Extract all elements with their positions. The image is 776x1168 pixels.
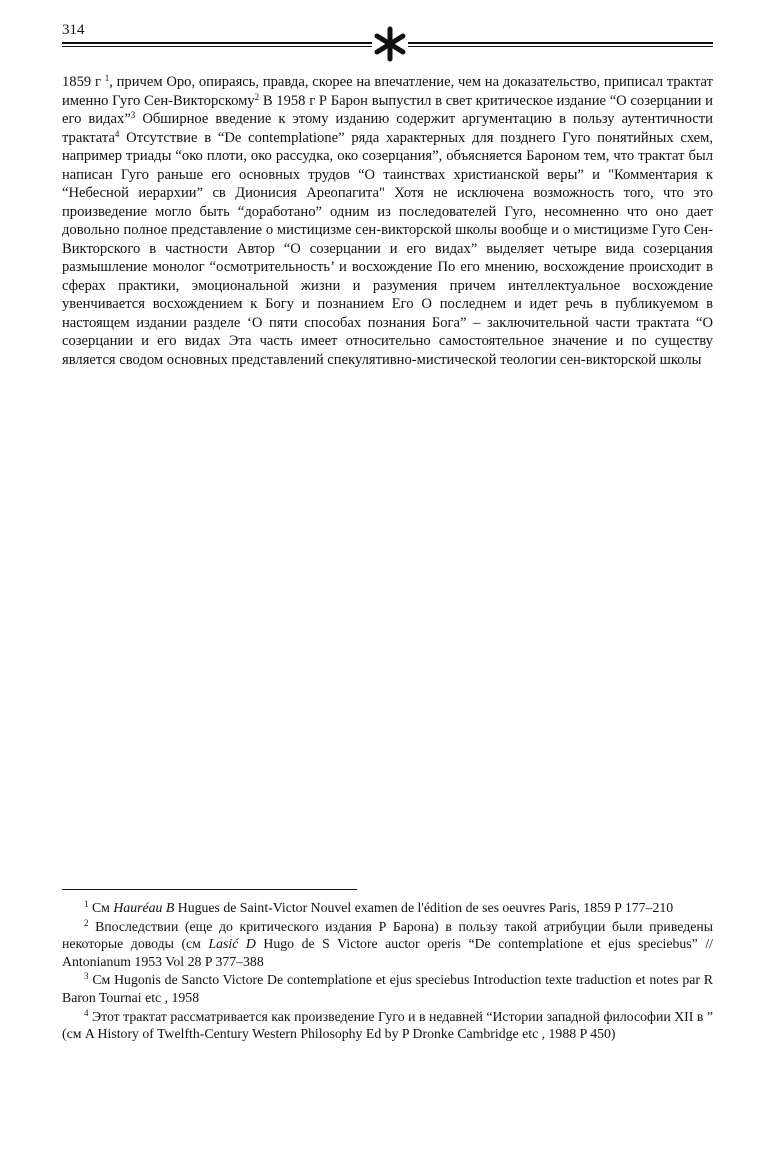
footnote-text: См bbox=[88, 900, 114, 915]
body-text-segment: 1859 г bbox=[62, 74, 105, 90]
body-text-segment: В 1958 г Р Барон выпустил в свет критическое издание “О созерцании и его видах” bbox=[62, 92, 713, 127]
footnote-text: Hugues de Saint-Victor Nouvel examen de l'édition de ses oeuvres Paris, 1859 P 177–210 bbox=[174, 900, 674, 915]
footnote-mark: 4 bbox=[84, 1007, 89, 1018]
footnote-mark: 2 bbox=[84, 917, 89, 928]
footnotes bbox=[62, 899, 713, 1044]
body-text-segment: Отсутствие в “De contemplatione” ряда характерных для позднего Гуго понятийных схем, например триады “око плоти, око рассудка, око созерцания”, объясняется Бароном тем, что трактат был написан Гуго раньше его основных трудов “О таинствах христианской веры” и "Комментария к “Небесной иерархии” св Дионисия Ареопагита" Хотя не исключена возможность того, что это произведение могло быть “доработано” одним из последователей Гуго, несомненно что оно дает довольно полное представление о мистицизме сен-викторской школы вообще и о мистицизме Гуго Сен-Викторского в частности Автор “О созерцании и его видах” выделяет четыре вида созерцания размышление монолог “осмотрительность’ и восхождение По его мнению, восхождение происходит в сферах практики, эмоциональной жизни и разумения причем интеллектуальное восхождение увенчивается восхождением к Богу и познанием Его О последнем и идет речь в публикуемом в настоящем издании разделе ‘О пяти способах познания Бога” – заключительной части трактата “О созерцании и его видах Эта часть имеет относительно самостоятельное значение и по существу является сводом основных представлений спекулятивно-мистической теологии сен-викторской школы bbox=[62, 129, 713, 368]
footnote-1 bbox=[62, 899, 713, 917]
main-text bbox=[62, 73, 713, 369]
footnote-mark: 1 bbox=[84, 899, 89, 909]
footnote-text: Этот трактат рассматривается как произведение Гуго и в недавней “Истории западной философии XII в ” (см A History of Twelfth-Century Western Philosophy Ed by P Dronke Cambridge etc , 1988 P 450) bbox=[62, 1008, 713, 1042]
header-ornament bbox=[372, 24, 408, 64]
asterisk-ornament-icon bbox=[372, 24, 408, 64]
footnote-separator bbox=[62, 889, 357, 890]
footnote-ref-1[interactable]: 1 bbox=[104, 73, 110, 83]
footnote-ref-3[interactable]: 3 bbox=[130, 110, 136, 120]
main-paragraph bbox=[62, 73, 713, 369]
footnote-text: Hugo de S Victore auctor operis “De contemplatione et ejus speciebus” // Antonianum 1953 Vol 28 P 377–388 bbox=[62, 936, 713, 969]
footnote-text: См Hugonis de Sancto Victore De contemplatione et ejus speciebus Introduction texte traduction et notes par R Baron Tournai etc , 1958 bbox=[62, 972, 713, 1005]
footnote-3 bbox=[62, 971, 713, 1006]
footnote-text: Впоследствии (еще до критического издания Р Барона) в пользу такой атрибуции были приведены некоторые доводы (см bbox=[62, 918, 713, 952]
footnote-4 bbox=[62, 1008, 713, 1043]
footnote-author: Lasić D bbox=[208, 936, 256, 952]
footnote-2 bbox=[62, 918, 713, 971]
footnote-ref-4[interactable]: 4 bbox=[114, 128, 120, 139]
body-text-segment: Обширное введение к этому изданию содержит аргументацию в пользу аутентичности трактата bbox=[62, 111, 713, 146]
footnote-author: Hauréau B bbox=[113, 900, 175, 915]
footnote-ref-2[interactable]: 2 bbox=[254, 91, 260, 102]
footnote-mark: 3 bbox=[84, 971, 89, 982]
body-text-segment: , причем Оро, опираясь, правда, скорее на впечатление, чем на доказательство, приписал трактат именно Гуго Сен-Викторскому bbox=[62, 74, 713, 109]
page-number: 314 bbox=[62, 22, 85, 38]
